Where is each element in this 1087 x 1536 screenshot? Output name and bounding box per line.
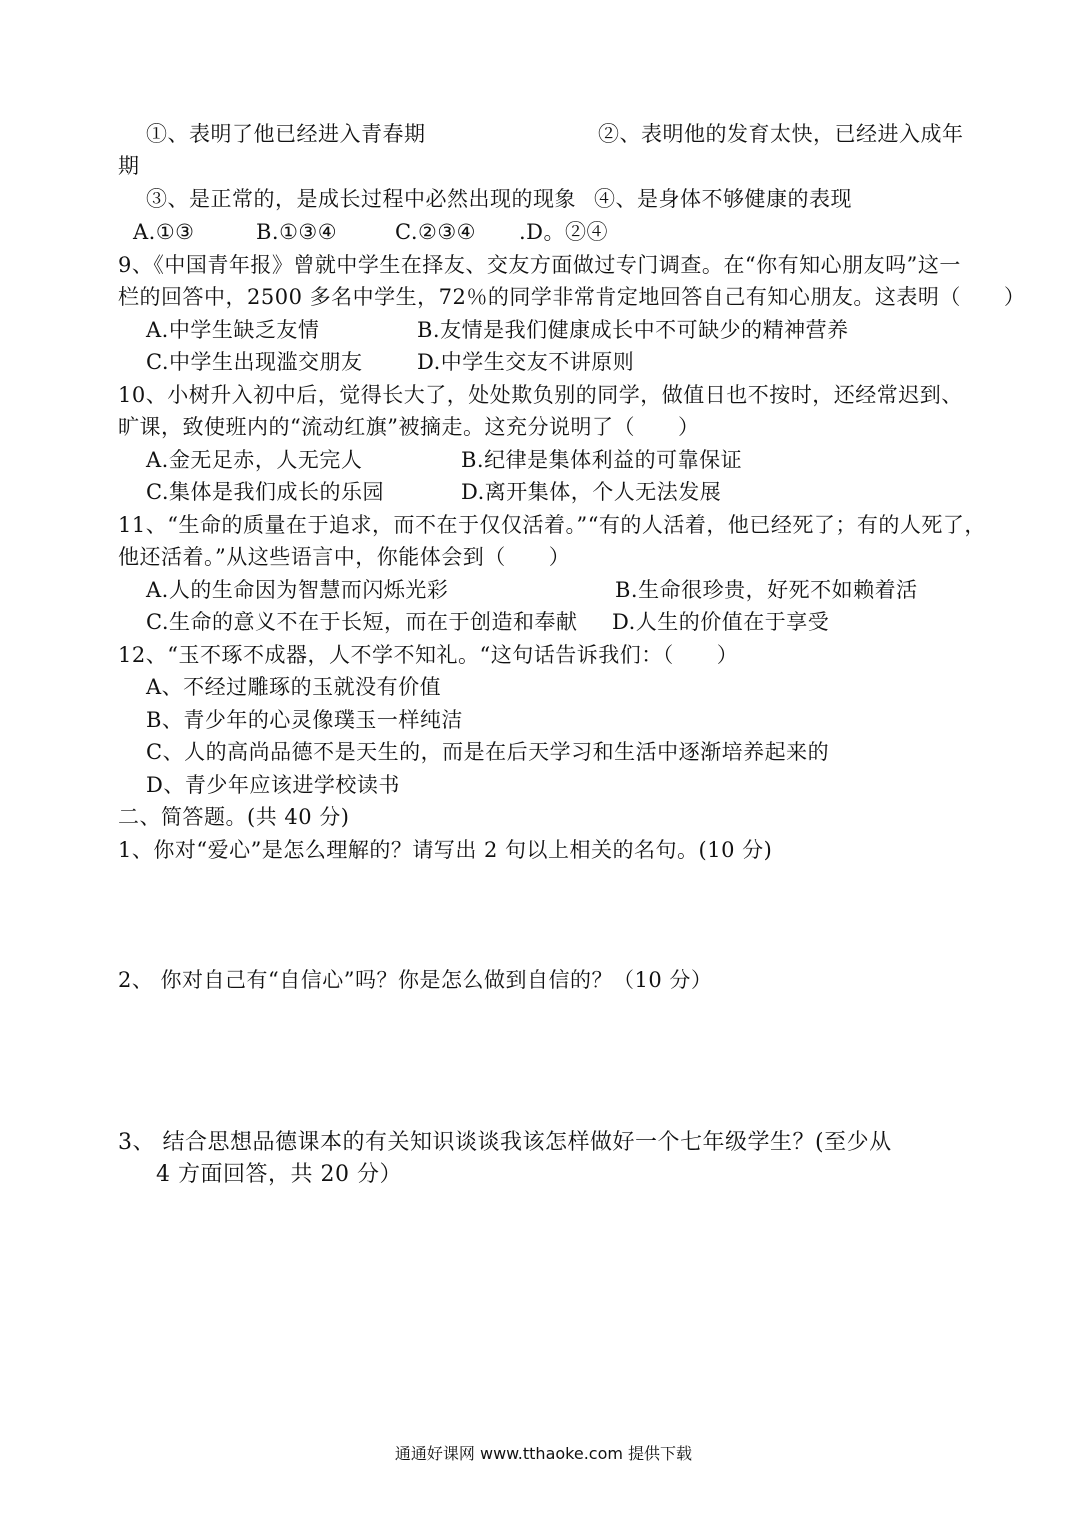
page-footer: 通通好课网 www.tthaoke.com 提供下载	[394, 1444, 693, 1463]
q10-option-b: B.纪律是集体利益的可靠保证	[461, 448, 743, 472]
q9-option-c: C.中学生出现滥交朋友	[146, 350, 363, 374]
q9-stem-line-1: 9、《中国青年报》曾就中学生在择友、交友方面做过专门调查。在“你有知心朋友吗”这一	[118, 253, 961, 277]
q12-option-a: A、不经过雕琢的玉就没有价值	[146, 675, 442, 699]
q8-option-1: ①、表明了他已经进入青春期	[146, 122, 426, 146]
short-answer-q2: 2、 你对自己有“自信心”吗？你是怎么做到自信的？（10 分）	[118, 968, 713, 992]
q8-choice-b: B.①③④	[256, 220, 338, 244]
q10-stem-line-2: 旷课，致使班内的“流动红旗”被摘走。这充分说明了（ ）	[118, 415, 700, 439]
q9-option-b: B.友情是我们健康成长中不可缺少的精神营养	[417, 318, 849, 342]
q8-option-3: ③、是正常的，是成长过程中必然出现的现象	[146, 187, 576, 211]
q8-choice-d: .D。②④	[519, 220, 609, 244]
q8-option-2-continued: 期	[118, 154, 140, 178]
q12-option-b: B、青少年的心灵像璞玉一样纯洁	[146, 708, 463, 732]
q8-choice-a: A.①③	[133, 220, 195, 244]
q8-option-2: ②、表明他的发育太快，已经进入成年	[598, 122, 964, 146]
q11-stem-line-1: 11、“生命的质量在于追求，而不在于仅仅活着。”“有的人活着，他已经死了；有的人死了，	[118, 513, 986, 537]
q11-option-b: B.生命很珍贵，好死不如赖着活	[615, 578, 918, 602]
q9-option-d: D.中学生交友不讲原则	[417, 350, 635, 374]
q11-option-d: D.人生的价值在于享受	[612, 610, 830, 634]
q10-option-c: C.集体是我们成长的乐园	[146, 480, 384, 504]
section-2-heading: 二、简答题。(共 40 分)	[118, 805, 350, 829]
q9-stem-line-2: 栏的回答中，2500 多名中学生，72％的同学非常肯定地回答自己有知心朋友。这表明（ ）	[118, 285, 1026, 309]
q11-option-a: A.人的生命因为智慧而闪烁光彩	[146, 578, 449, 602]
q12-option-c: C、人的高尚品德不是天生的，而是在后天学习和生活中逐渐培养起来的	[146, 740, 830, 764]
q10-option-a: A.金无足赤，人无完人	[146, 448, 363, 472]
q11-option-c: C.生命的意义不在于长短，而在于创造和奉献	[146, 610, 578, 634]
q8-choice-c: C.②③④	[395, 220, 476, 244]
short-answer-q3-line-1: 3、 结合思想品德课本的有关知识谈谈我该怎样做好一个七年级学生？(至少从	[118, 1130, 892, 1155]
q12-stem: 12、“玉不琢不成器，人不学不知礼。“这句话告诉我们：（ ）	[118, 643, 739, 667]
q9-option-a: A.中学生缺乏友情	[146, 318, 320, 342]
q12-option-d: D、青少年应该进学校读书	[146, 773, 400, 797]
short-answer-q1: 1、你对“爱心”是怎么理解的？请写出 2 句以上相关的名句。(10 分)	[118, 838, 773, 862]
q11-stem-line-2: 他还活着。”从这些语言中，你能体会到（ ）	[118, 545, 571, 569]
q8-option-4: ④、是身体不够健康的表现	[594, 187, 852, 211]
short-answer-q3-line-2: 4 方面回答，共 20 分）	[156, 1162, 402, 1187]
q10-option-d: D.离开集体，个人无法发展	[461, 480, 722, 504]
q10-stem-line-1: 10、小树升入初中后，觉得长大了，处处欺负别的同学，做值日也不按时，还经常迟到、	[118, 383, 963, 407]
